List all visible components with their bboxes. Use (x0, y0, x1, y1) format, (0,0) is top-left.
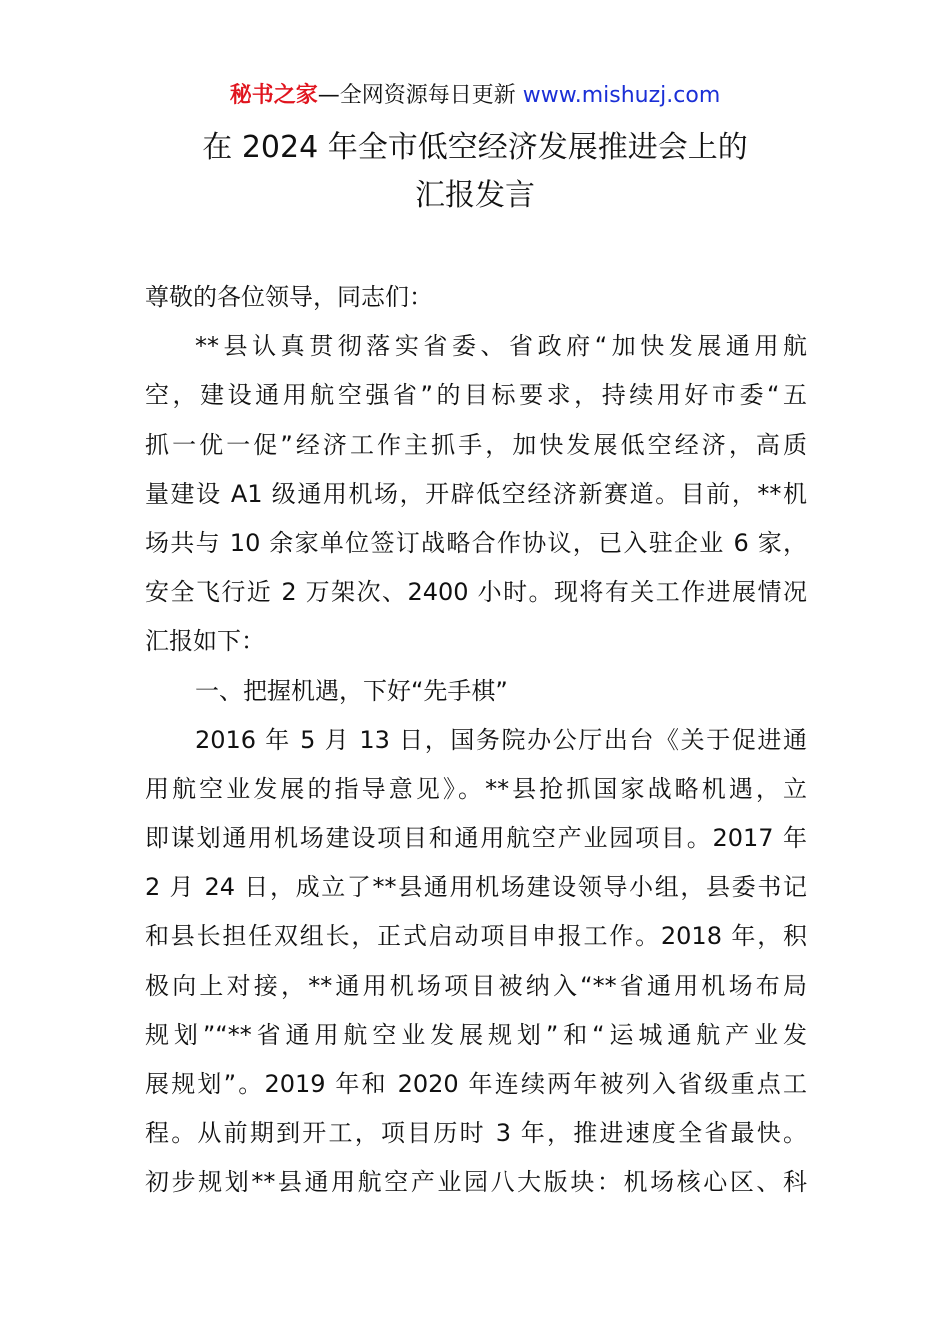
document-title-line-1: 在 2024 年全市低空经济发展推进会上的 (202, 130, 748, 165)
body-line: **县认真贯彻落实省委、省政府“加快发展通用航 (195, 332, 807, 361)
body-line: 2 月 24 日，成立了**县通用机场建设领导小组，县委书记 (145, 873, 807, 902)
body-line: 初步规划**县通用航空产业园八大版块：机场核心区、科 (145, 1168, 807, 1197)
body-line: 抓一优一促”经济工作主抓手，加快发展低空经济，高质 (145, 430, 807, 459)
body-line: 安全飞行近 2 万架次、2400 小时。现将有关工作进展情况 (145, 578, 807, 607)
body-line: 场共与 10 余家单位签订战略合作协议，已入驻企业 6 家， (145, 528, 807, 557)
body-line: 展规划”。2019 年和 2020 年连续两年被列入省级重点工 (145, 1070, 807, 1098)
salutation: 尊敬的各位领导，同志们： (145, 283, 433, 311)
body-line: 程。从前期到开工，项目历时 3 年，推进速度全省最快。 (145, 1119, 807, 1148)
body-line: 和县长担任双组长，正式启动项目申报工作。2018 年，积 (145, 922, 807, 951)
site-url-link[interactable]: www.mishuzj.com (522, 83, 721, 108)
site-header (0, 80, 950, 112)
body-line: 规划”“**省通用航空业发展规划”和“运城通航产业发 (145, 1020, 807, 1049)
document-title-line-2: 汇报发言 (415, 178, 535, 213)
document-body (145, 273, 807, 1208)
body-line: 汇报如下： (145, 627, 265, 656)
body-line: 量建设 A1 级通用机场，开辟低空经济新赛道。目前，**机 (145, 479, 807, 508)
brand-name: 秘书之家 (229, 83, 318, 108)
body-line: 用航空业发展的指导意见》。**县抢抓国家战略机遇，立 (145, 774, 807, 803)
section-heading: 一、把握机遇，下好“先手棋” (195, 676, 508, 705)
body-line: 空，建设通用航空强省”的目标要求，持续用好市委“五 (145, 381, 807, 410)
body-line: 即谋划通用机场建设项目和通用航空产业园项目。2017 年 (145, 824, 807, 853)
header-tagline: —全网资源每日更新 (317, 83, 516, 108)
body-line: 2016 年 5 月 13 日，国务院办公厅出台《关于促进通 (195, 725, 807, 754)
body-line: 极向上对接，**通用机场项目被纳入“**省通用机场布局 (145, 971, 807, 1000)
